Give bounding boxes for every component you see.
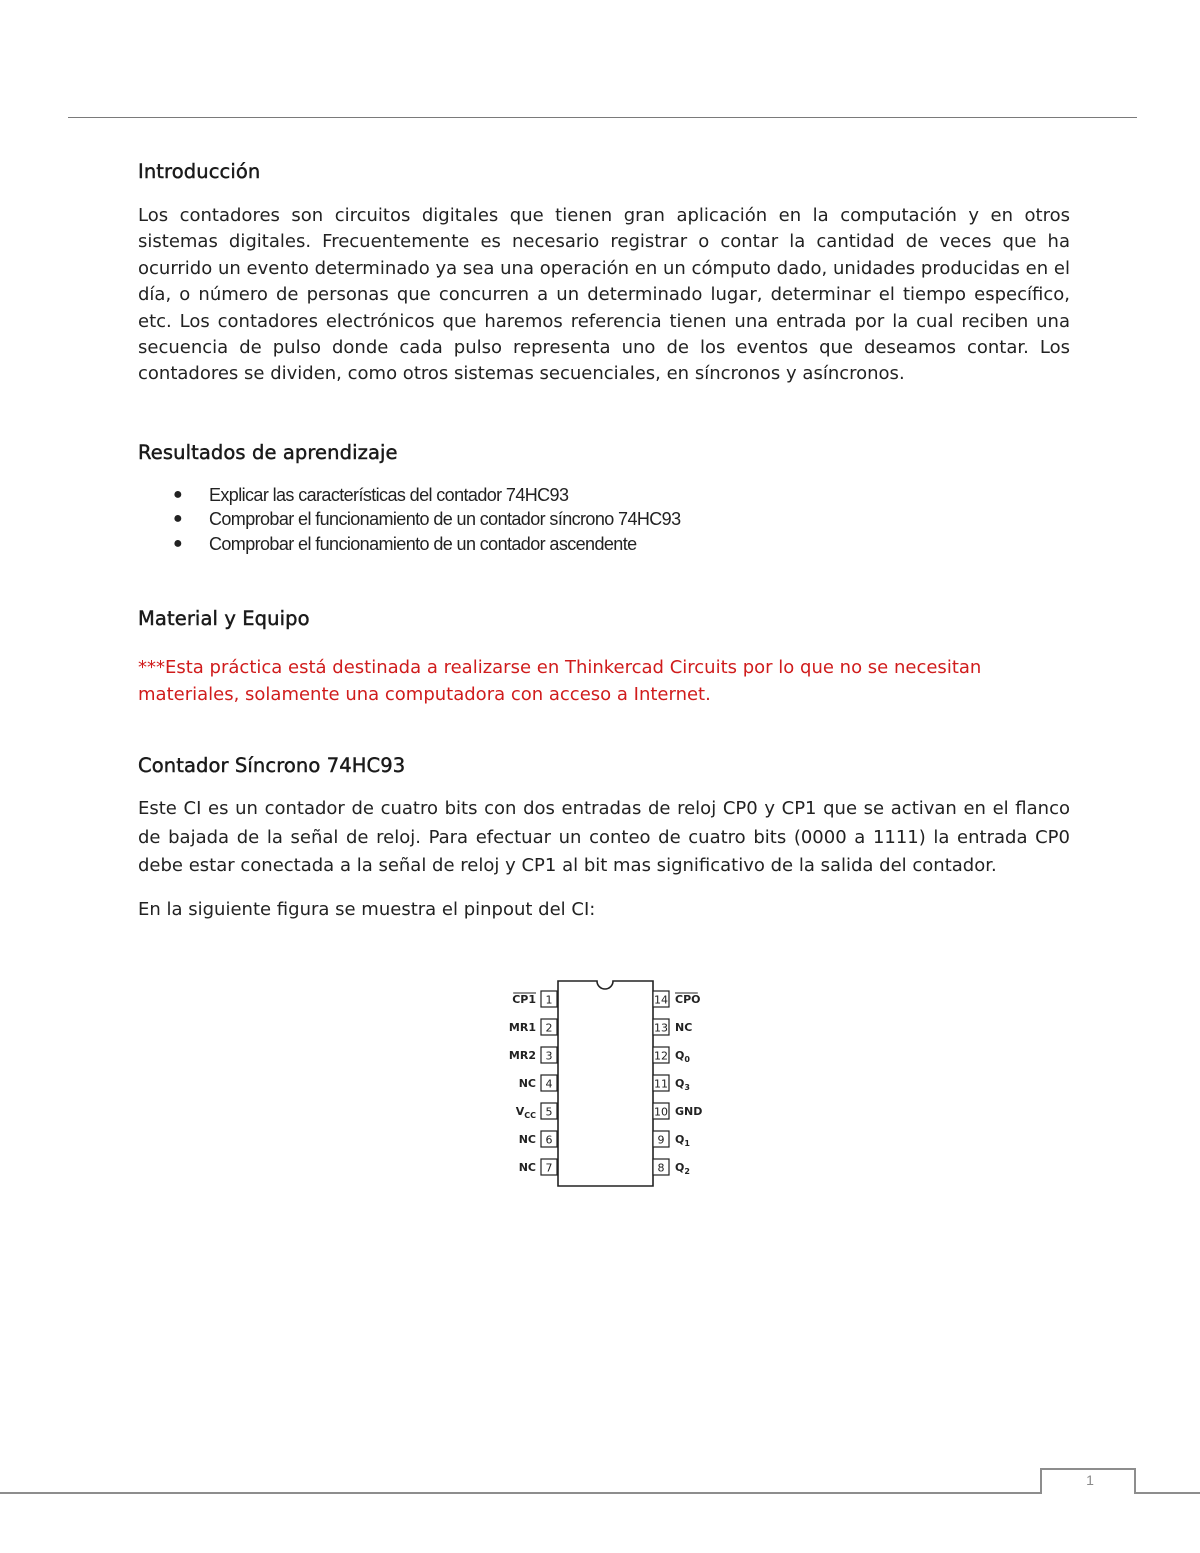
- page-number: 1: [1086, 1472, 1094, 1488]
- list-item: ● Comprobar el funcionamiento de un contador síncrono 74HC93: [138, 507, 1070, 532]
- pin-number: 7: [545, 1161, 553, 1175]
- pin-number: 1: [545, 993, 553, 1007]
- pin-label: NC: [675, 1021, 693, 1034]
- pin-number: 12: [654, 1049, 668, 1063]
- pin-label: GND: [675, 1105, 703, 1118]
- pin-number: 11: [654, 1077, 668, 1091]
- document-body: [138, 158, 1070, 924]
- pin-number: 10: [654, 1105, 668, 1119]
- pin-number: 5: [545, 1105, 553, 1119]
- ic-pinout-figure: [500, 976, 720, 1196]
- pin-number: 14: [654, 993, 668, 1007]
- ic-pinout-diagram: [500, 976, 720, 1196]
- pin-label: $Q_3$: [675, 1077, 690, 1092]
- footer-rule-right: [1134, 1492, 1200, 1494]
- materials-note: ***Esta práctica está destinada a realizarse en Thinkercad Circuits por lo que no se necesitan materiales, solamente una computadora con acceso a Internet.: [138, 657, 982, 705]
- pin-number: 4: [545, 1077, 553, 1091]
- pin-label: $Q_1$: [675, 1133, 690, 1148]
- header-rule: [68, 117, 1137, 118]
- counter-paragraph: Este CI es un contador de cuatro bits con dos entradas de reloj CP0 y CP1 que se activan en el flanco de bajada de la señal de reloj. Para efectuar un conteo de cuatro bits (0000 a 1111) la entrada CP0 debe estar conectada a la señal de reloj y CP1 al bit mas significativo de la salida del contador.: [138, 798, 1070, 877]
- materials-heading: Material y Equipo: [138, 607, 310, 631]
- footer-rule-left: [0, 1492, 1042, 1494]
- pin-label: MR2: [508, 1049, 536, 1062]
- pin-label: NC: [518, 1161, 536, 1174]
- bullet-icon: ●: [173, 510, 183, 528]
- bullet-icon: ●: [173, 485, 183, 503]
- bullet-icon: ●: [173, 534, 183, 552]
- pin-label: CP1: [512, 993, 536, 1006]
- pin-number: 13: [654, 1021, 668, 1035]
- intro-paragraph: Los contadores son circuitos digitales que tienen gran aplicación en la computación y en otros sistemas digitales. Frecuentemente es necesario registrar o contar la cantidad de veces que ha ocurrido un evento determinado ya sea una operación en un cómputo dado, unidades producidas en el día, o número de personas que concurren a un determinado lugar, determinar el tiempo específico, etc. Los contadores electrónicos que haremos referencia tienen una entrada por la cual reciben una secuencia de pulso donde cada pulso representa uno de los eventos que deseamos contar. Los contadores se dividen, como otros sistemas secuenciales, en síncronos y asíncronos.: [138, 205, 1070, 385]
- ic-body: [558, 981, 653, 1186]
- pin-label: NC: [518, 1133, 536, 1146]
- pin-label: NC: [518, 1077, 536, 1090]
- pin-label: $V_{CC}$: [515, 1105, 536, 1120]
- pin-number: 9: [657, 1133, 665, 1147]
- pin-number: 6: [545, 1133, 553, 1147]
- figure-intro: En la siguiente figura se muestra el pinpout del CI:: [138, 898, 596, 920]
- pin-label: $Q_2$: [675, 1161, 690, 1176]
- pin-label: MR1: [508, 1021, 536, 1034]
- list-item: ● Comprobar el funcionamiento de un contador ascendente: [138, 532, 1070, 557]
- pin-number: 3: [545, 1049, 553, 1063]
- pin-label: $Q_0$: [675, 1049, 690, 1064]
- counter-heading: Contador Síncrono 74HC93: [138, 754, 406, 778]
- pin-number: 2: [545, 1021, 553, 1035]
- outcomes-heading: Resultados de aprendizaje: [138, 440, 398, 464]
- list-item: ● Explicar las características del contador 74HC93: [138, 483, 1070, 508]
- outcomes-list: [138, 483, 1070, 557]
- pin-label: CPO: [675, 993, 701, 1006]
- intro-heading: Introducción: [138, 160, 261, 183]
- pin-number: 8: [657, 1161, 665, 1175]
- page-number-box: [1040, 1468, 1136, 1492]
